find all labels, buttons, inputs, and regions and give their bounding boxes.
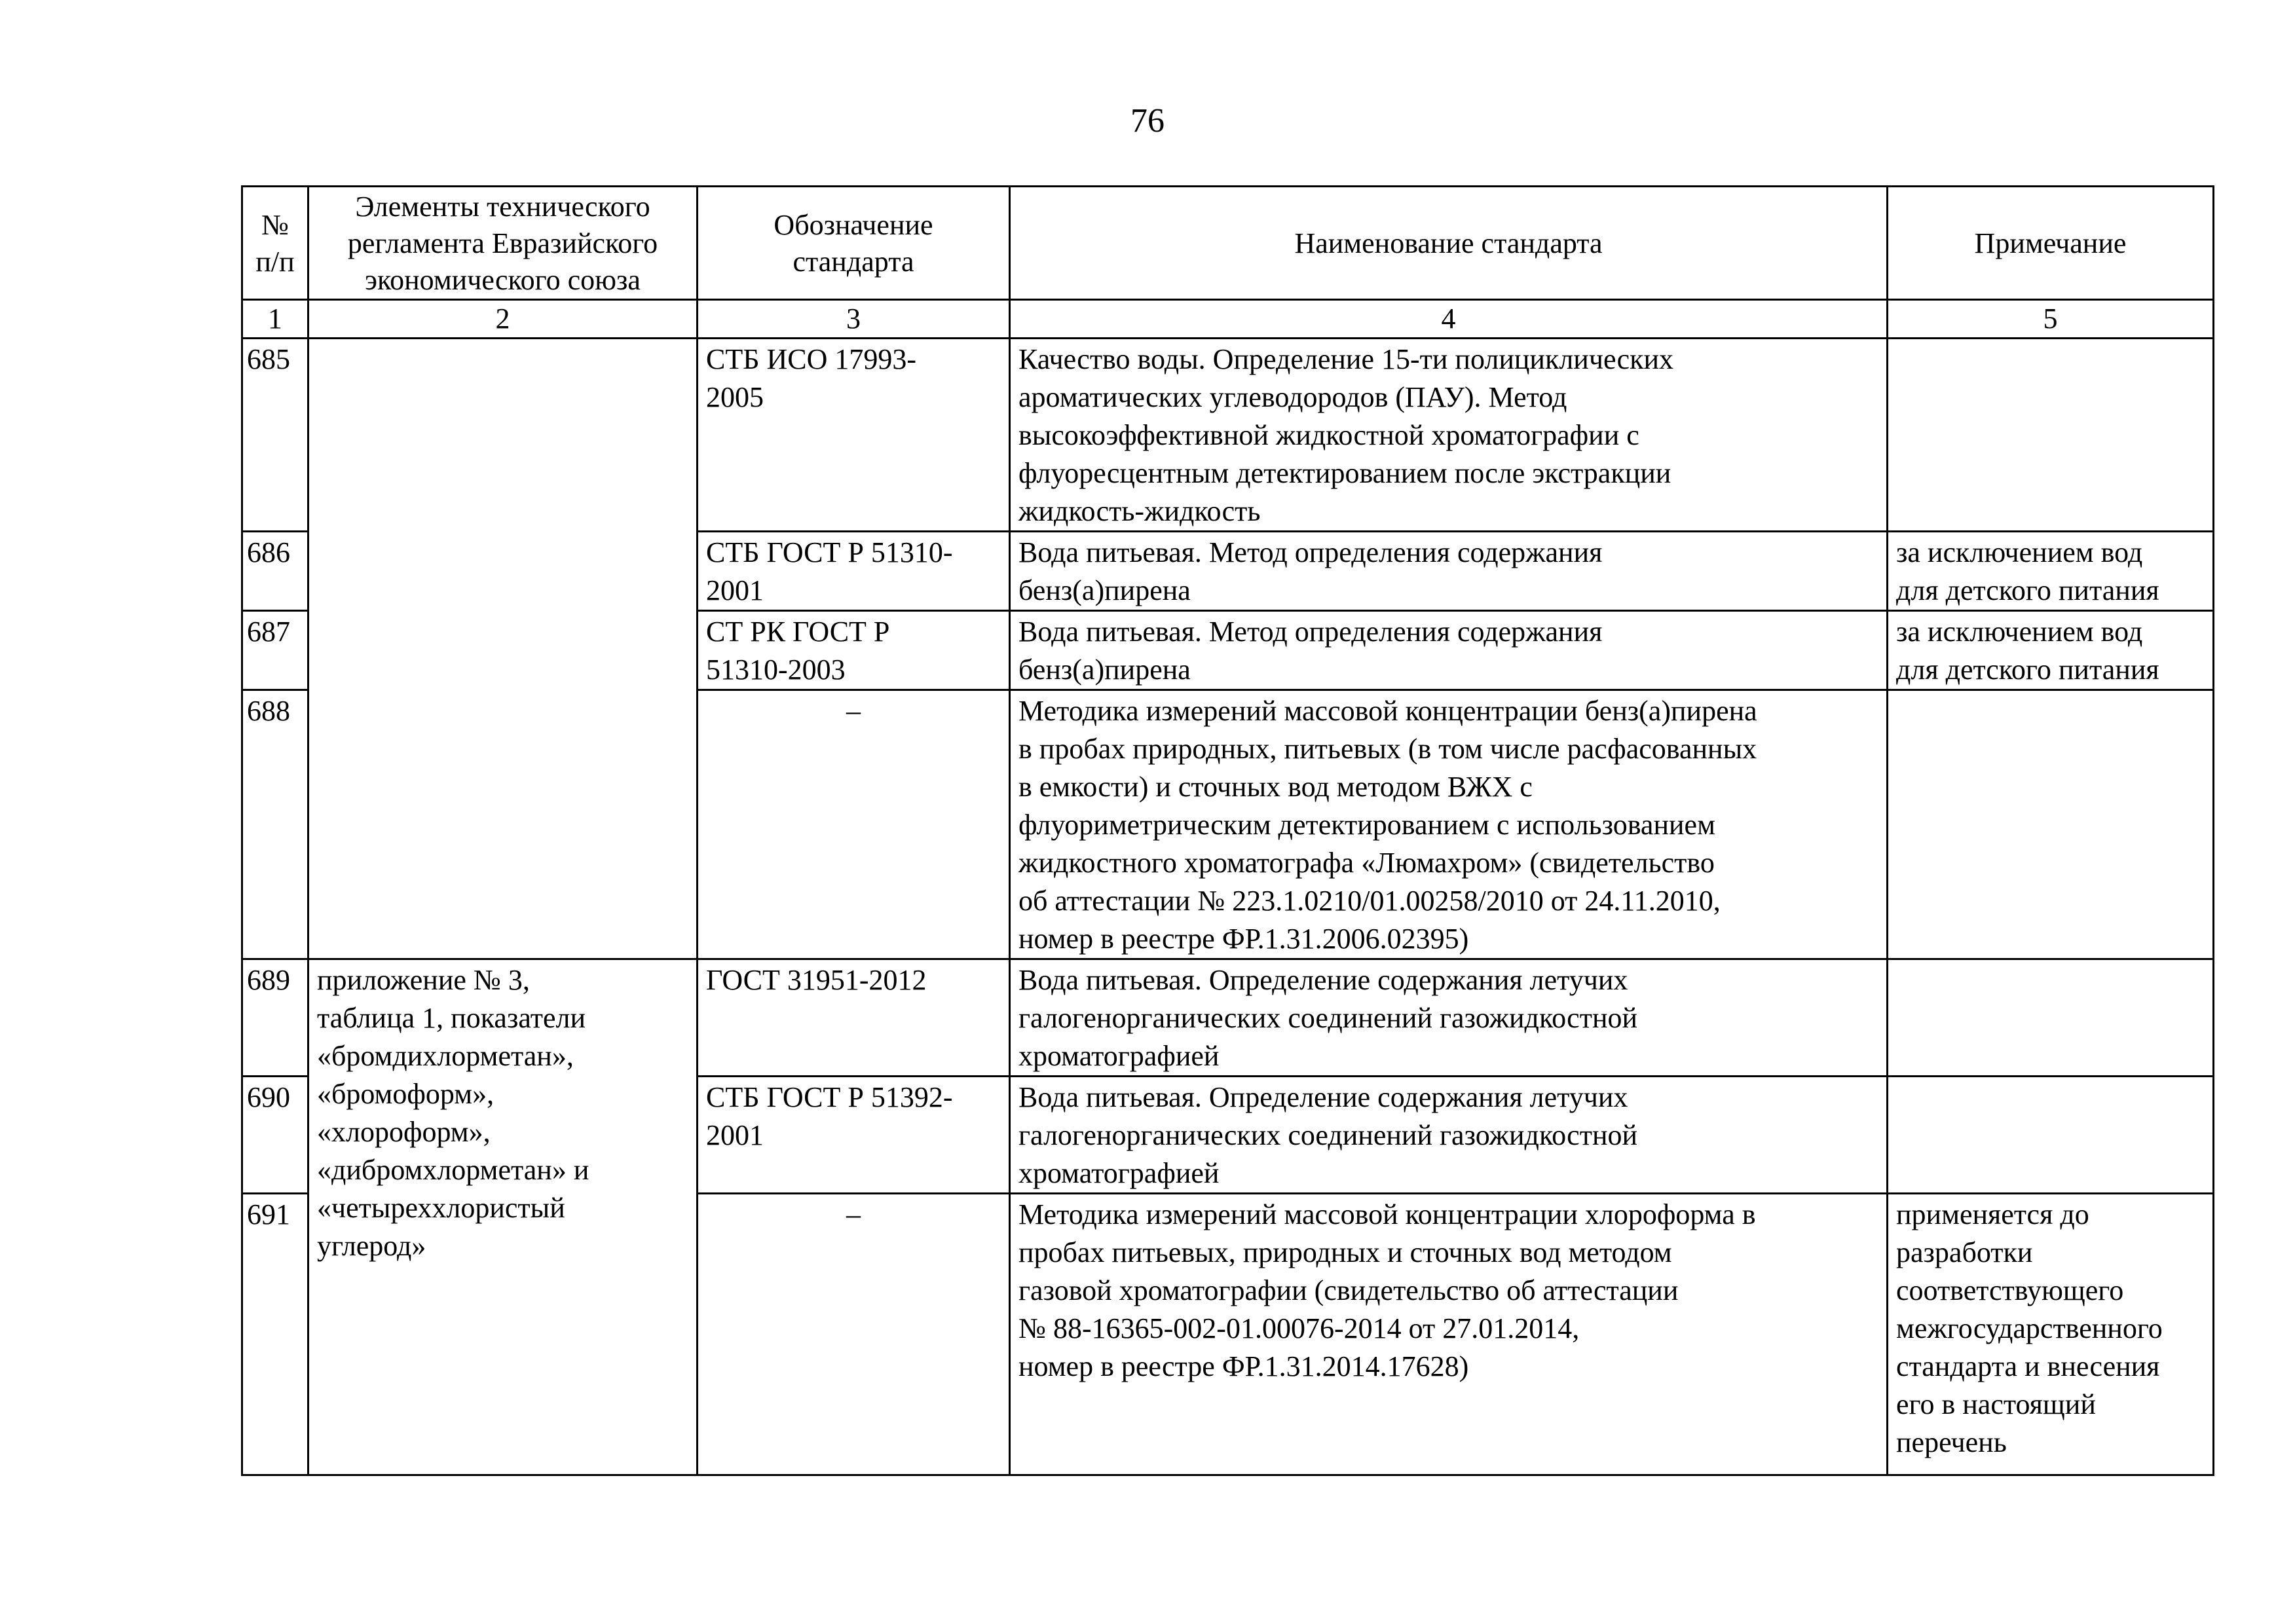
table-row <box>242 959 2214 1077</box>
standards-table <box>241 185 2214 1476</box>
standard-designation: ГОСТ 31951-2012 <box>698 959 1010 1077</box>
element-cell-empty <box>308 339 698 959</box>
header-row <box>242 187 2214 300</box>
header-note: Примечание <box>1888 187 2214 300</box>
column-number: 5 <box>1888 300 2214 339</box>
note-cell <box>1888 690 2214 959</box>
standard-designation: – <box>698 1194 1010 1475</box>
element-cell: приложение № 3, таблица 1, показатели «бромдихлорметан», «бромоформ», «хлороформ», «дибромхлорметан» и «четыреххлористый углерод» <box>308 959 698 1475</box>
row-number: 691 <box>242 1194 308 1475</box>
table-row <box>242 339 2214 532</box>
header-num: № п/п <box>242 187 308 300</box>
standard-name: Вода питьевая. Определение содержания летучих галогенорганических соединений газожидкостной хроматографией <box>1010 959 1888 1077</box>
standard-designation: СТБ ГОСТ Р 51310- 2001 <box>698 532 1010 611</box>
note-cell <box>1888 339 2214 532</box>
column-number: 3 <box>698 300 1010 339</box>
note-cell <box>1888 959 2214 1077</box>
note-cell: за исключением вод для детского питания <box>1888 611 2214 690</box>
row-number: 685 <box>242 339 308 532</box>
header-elements: Элементы технического регламента Евразийского экономического союза <box>308 187 698 300</box>
standard-designation: СТБ ИСО 17993- 2005 <box>698 339 1010 532</box>
row-number: 686 <box>242 532 308 611</box>
row-number: 690 <box>242 1077 308 1194</box>
column-number: 4 <box>1010 300 1888 339</box>
standard-name: Качество воды. Определение 15-ти полициклических ароматических углеводородов (ПАУ). Метод высокоэффективной жидкостной хроматографии с флуоресцентным детектированием после экстракции жидкость-жидкость <box>1010 339 1888 532</box>
row-number: 687 <box>242 611 308 690</box>
standard-name: Методика измерений массовой концентрации хлороформа в пробах питьевых, природных и сточных вод методом газовой хроматографии (свидетельство об аттестации № 88-16365-002-01.00076-2014 от 27.01.2014, номер в реестре ФР.1.31.2014.17628) <box>1010 1194 1888 1475</box>
standard-name: Вода питьевая. Определение содержания летучих галогенорганических соединений газожидкостной хроматографией <box>1010 1077 1888 1194</box>
note-cell: применяется до разработки соответствующего межгосударственного стандарта и внесения его в настоящий перечень <box>1888 1194 2214 1475</box>
column-number: 1 <box>242 300 308 339</box>
column-number: 2 <box>308 300 698 339</box>
standard-designation: СТБ ГОСТ Р 51392- 2001 <box>698 1077 1010 1194</box>
row-number: 688 <box>242 690 308 959</box>
standard-name: Вода питьевая. Метод определения содержания бенз(а)пирена <box>1010 532 1888 611</box>
standard-designation: – <box>698 690 1010 959</box>
standard-name: Методика измерений массовой концентрации бенз(а)пирена в пробах природных, питьевых (в том числе расфасованных в емкости) и сточных вод методом ВЖХ с флуориметрическим детектированием с использованием жидкостного хроматографа «Люмахром» (свидетельство об аттестации № 223.1.0210/01.00258/2010 от 24.11.2010, номер в реестре ФР.1.31.2006.02395) <box>1010 690 1888 959</box>
note-cell: за исключением вод для детского питания <box>1888 532 2214 611</box>
column-numbers-row <box>242 300 2214 339</box>
header-standard-name: Наименование стандарта <box>1010 187 1888 300</box>
note-cell <box>1888 1077 2214 1194</box>
standard-designation: СТ РК ГОСТ Р 51310-2003 <box>698 611 1010 690</box>
header-designation: Обозначение стандарта <box>698 187 1010 300</box>
standard-name: Вода питьевая. Метод определения содержания бенз(а)пирена <box>1010 611 1888 690</box>
page-number: 76 <box>1130 102 1165 139</box>
row-number: 689 <box>242 959 308 1077</box>
